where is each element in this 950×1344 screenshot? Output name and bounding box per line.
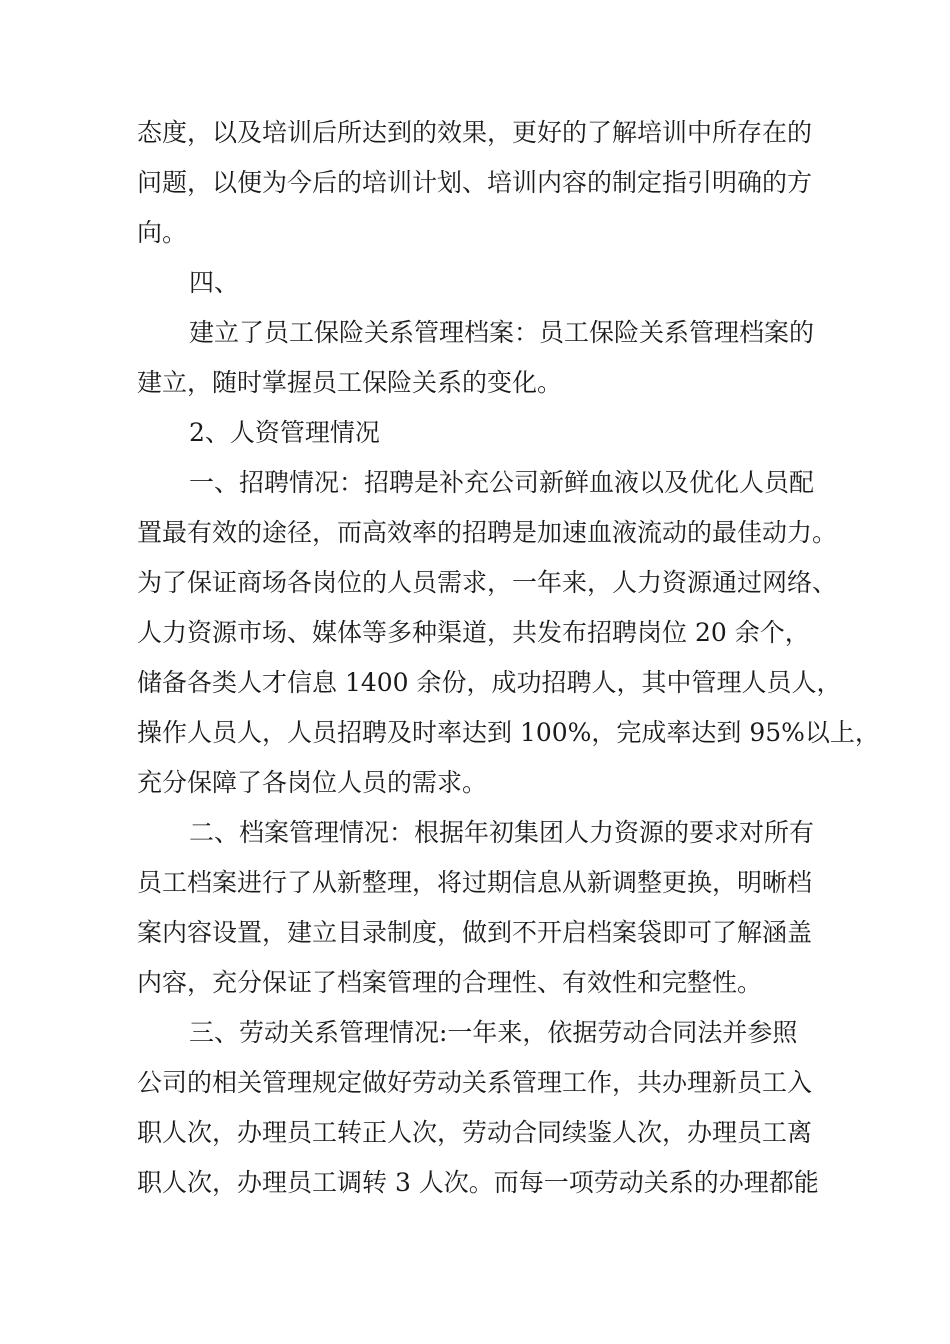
document-line: 建立，随时掌握员工保险关系的变化。 <box>137 368 563 397</box>
document-line: 向。 <box>137 218 188 247</box>
document-line: 置最有效的途径，而高效率的招聘是加速血液流动的最佳动力。 <box>137 518 838 547</box>
document-line: 充分保障了各岗位人员的需求。 <box>137 768 488 797</box>
document-line: 问题，以便为今后的培训计划、培训内容的制定指引明确的方 <box>137 168 813 197</box>
document-line: 公司的相关管理规定做好劳动关系管理工作，共办理新员工入 <box>137 1068 813 1097</box>
document-line: 建立了员工保险关系管理档案：员工保险关系管理档案的 <box>189 318 815 347</box>
document-line: 职人次，办理员工调转 3 人次。而每一项劳动关系的办理都能 <box>137 1168 819 1197</box>
document-line: 二、档案管理情况：根据年初集团人力资源的要求对所有 <box>189 818 815 847</box>
document-line: 储备各类人才信息 1400 余份，成功招聘人，其中管理人员人， <box>137 668 842 697</box>
document-line: 一、招聘情况：招聘是补充公司新鲜血液以及优化人员配 <box>189 468 815 497</box>
document-line: 四、 <box>189 268 240 297</box>
document-line: 为了保证商场各岗位的人员需求，一年来，人力资源通过网络、 <box>137 568 838 597</box>
document-body <box>137 108 880 1208</box>
document-line: 2、人资管理情况 <box>189 418 380 447</box>
document-line: 员工档案进行了从新整理，将过期信息从新调整更换，明晰档 <box>137 868 813 897</box>
document-line: 内容，充分保证了档案管理的合理性、有效性和完整性。 <box>137 968 763 997</box>
document-line: 操作人员人，人员招聘及时率达到 100%，完成率达到 95%以上， <box>137 718 880 747</box>
document-line: 职人次，办理员工转正人次，劳动合同续鉴人次，办理员工离 <box>137 1118 813 1147</box>
document-line: 三、劳动关系管理情况:一年来，依据劳动合同法并参照 <box>189 1018 798 1047</box>
document-line: 态度，以及培训后所达到的效果，更好的了解培训中所存在的 <box>137 118 813 147</box>
document-line: 人力资源市场、媒体等多种渠道，共发布招聘岗位 20 余个， <box>137 618 810 647</box>
document-line: 案内容设置，建立目录制度，做到不开启档案袋即可了解涵盖 <box>137 918 813 947</box>
